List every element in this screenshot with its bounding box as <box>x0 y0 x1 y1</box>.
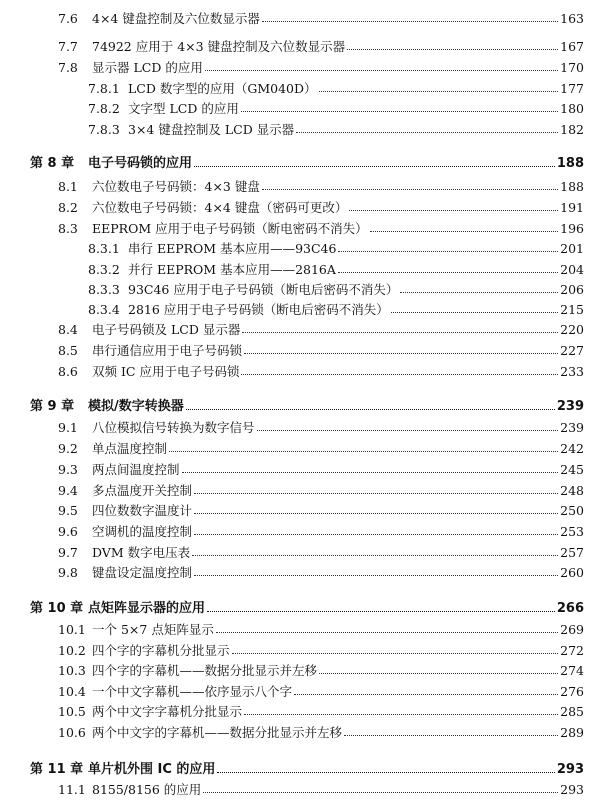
toc-row <box>58 722 584 740</box>
toc-number: 8.3.1 <box>88 241 120 256</box>
toc-leader-dots <box>241 374 558 375</box>
toc-title: 8155/8156 的应用 <box>92 782 202 797</box>
toc-row <box>58 459 584 477</box>
toc-page-number: 239 <box>560 420 584 435</box>
toc-number: 10.1 <box>58 622 86 637</box>
toc-leader-dots <box>344 735 558 736</box>
toc-row <box>58 701 584 719</box>
toc-row <box>88 119 584 137</box>
toc-number: 7.8 <box>58 60 78 75</box>
toc-title: 74922 应用于 4×3 键盘控制及六位数显示器 <box>92 39 346 54</box>
toc-page-number: 170 <box>560 60 584 75</box>
toc-page-number: 196 <box>560 221 584 236</box>
toc-number: 7.7 <box>58 39 78 54</box>
toc-title: 点矩阵显示器的应用 <box>88 601 206 616</box>
toc-number: 8.2 <box>58 200 78 215</box>
toc-title: 4×4 键盘控制及六位数显示器 <box>92 11 260 26</box>
toc-number: 9.2 <box>58 441 78 456</box>
toc-row <box>88 98 584 116</box>
toc-number: 第 9 章 <box>30 399 75 414</box>
toc-page-number: 250 <box>560 503 584 518</box>
toc-number: 8.1 <box>58 179 78 194</box>
toc-number: 8.3.3 <box>88 282 120 297</box>
toc-title: DVM 数字电压表 <box>92 545 191 560</box>
toc-title: 2816 应用于电子号码锁（断电后密码不消失） <box>128 302 389 317</box>
toc-page-number: 260 <box>560 565 584 580</box>
toc-leader-dots <box>216 632 558 633</box>
toc-leader-dots <box>347 49 558 50</box>
toc-page-number: 272 <box>560 643 584 658</box>
toc-number: 9.3 <box>58 462 78 477</box>
toc-page-number: 242 <box>560 441 584 456</box>
toc-page-number: 191 <box>560 200 584 215</box>
toc-row <box>88 238 584 256</box>
toc-title: 一个中文字幕机——依序显示八个字 <box>92 684 293 699</box>
toc-title: 两点间温度控制 <box>92 462 180 477</box>
toc-chapter-row <box>30 153 584 171</box>
toc-title: 双频 IC 应用于电子号码锁 <box>92 364 240 379</box>
toc-number: 8.3 <box>58 221 78 236</box>
toc-title: 3×4 键盘控制及 LCD 显示器 <box>128 122 295 137</box>
toc-title: 键盘设定温度控制 <box>92 565 193 580</box>
toc-row <box>58 197 584 215</box>
toc-number: 9.5 <box>58 503 78 518</box>
toc-leader-dots <box>296 132 558 133</box>
toc-row <box>58 681 584 699</box>
toc-page-number: 276 <box>560 684 584 699</box>
toc-number: 8.3.2 <box>88 262 120 277</box>
toc-page-number: 289 <box>560 725 584 740</box>
toc-chapter-row <box>30 598 584 616</box>
toc-title: LCD 数字型的应用（GM040D） <box>128 81 317 96</box>
toc-row <box>88 299 584 317</box>
toc-number: 9.6 <box>58 524 78 539</box>
toc-leader-dots <box>169 451 558 452</box>
toc-leader-dots <box>257 430 559 431</box>
toc-page-number: 285 <box>560 704 584 719</box>
toc-row <box>58 480 584 498</box>
toc-title: 显示器 LCD 的应用 <box>92 60 203 75</box>
toc-chapter-row <box>30 396 584 414</box>
toc-row <box>58 417 584 435</box>
toc-page-number: 248 <box>560 483 584 498</box>
toc-leader-dots <box>400 292 558 293</box>
toc-page-number: 233 <box>560 364 584 379</box>
toc-page-number: 266 <box>556 601 584 616</box>
toc-title: 四位数数字温度计 <box>92 503 193 518</box>
toc-number: 8.3.4 <box>88 302 120 317</box>
toc-title: 六位数电子号码锁：4×3 键盘 <box>92 179 260 194</box>
toc-page-number: 177 <box>560 81 584 96</box>
toc-number: 第 8 章 <box>30 156 75 171</box>
toc-leader-dots <box>192 555 558 556</box>
toc-number: 7.6 <box>58 11 78 26</box>
toc-title: 两个中文字的字幕机——数据分批显示并左移 <box>92 725 343 740</box>
toc-page-number: 204 <box>560 262 584 277</box>
toc-leader-dots <box>194 534 558 535</box>
toc-title: 空调机的温度控制 <box>92 524 193 539</box>
toc-page-number: 239 <box>556 399 584 414</box>
toc-title: 93C46 应用于电子号码锁（断电后密码不消失） <box>128 282 399 297</box>
toc-leader-dots <box>186 409 555 410</box>
toc-number: 11.1 <box>58 782 86 797</box>
toc-title: 六位数电子号码锁：4×4 键盘（密码可更改） <box>92 200 348 215</box>
toc-number: 10.3 <box>58 663 86 678</box>
toc-number: 10.5 <box>58 704 86 719</box>
toc-leader-dots <box>205 70 558 71</box>
toc-row <box>88 279 584 297</box>
toc-row <box>88 78 584 96</box>
toc-number: 9.4 <box>58 483 78 498</box>
toc-number: 8.5 <box>58 343 78 358</box>
toc-leader-dots <box>262 189 558 190</box>
toc-leader-dots <box>194 493 558 494</box>
toc-title: 四个字的字幕机分批显示 <box>92 643 230 658</box>
toc-leader-dots <box>349 210 558 211</box>
toc-page-number: 167 <box>560 39 584 54</box>
toc-leader-dots <box>182 472 559 473</box>
toc-row <box>58 640 584 658</box>
toc-leader-dots <box>319 91 559 92</box>
toc-number: 7.8.3 <box>88 122 120 137</box>
toc-number: 10.4 <box>58 684 86 699</box>
toc-leader-dots <box>194 575 558 576</box>
toc-leader-dots <box>217 772 554 773</box>
toc-row <box>58 218 584 236</box>
toc-page-number: 269 <box>560 622 584 637</box>
toc-chapter-row <box>30 759 584 777</box>
toc-row <box>58 57 584 75</box>
toc-page-number: 188 <box>556 156 584 171</box>
toc-page-number: 180 <box>560 101 584 116</box>
toc-leader-dots <box>319 673 558 674</box>
toc-page-number: 188 <box>560 179 584 194</box>
toc-number: 7.8.1 <box>88 81 120 96</box>
toc-number: 7.8.2 <box>88 101 120 116</box>
toc-title: 两个中文字字幕机分批显示 <box>92 704 243 719</box>
toc-leader-dots <box>294 694 558 695</box>
toc-page-number: 245 <box>560 462 584 477</box>
toc-number: 8.4 <box>58 322 78 337</box>
toc-leader-dots <box>194 166 555 167</box>
toc-number: 10.6 <box>58 725 86 740</box>
toc-row <box>58 521 584 539</box>
toc-leader-dots <box>338 272 558 273</box>
toc-leader-dots <box>232 653 559 654</box>
toc-number: 10.2 <box>58 643 86 658</box>
toc-leader-dots <box>194 513 558 514</box>
toc-title: 串行通信应用于电子号码锁 <box>92 343 243 358</box>
toc-row <box>58 8 584 26</box>
toc-leader-dots <box>244 714 558 715</box>
toc-page-number: 206 <box>560 282 584 297</box>
toc-page-number: 163 <box>560 11 584 26</box>
toc-row <box>58 562 584 580</box>
toc-title: 并行 EEPROM 基本应用——2816A <box>128 262 336 277</box>
toc-row <box>58 361 584 379</box>
toc-number: 第 10 章 <box>30 601 84 616</box>
toc-title: 电子号码锁及 LCD 显示器 <box>92 322 241 337</box>
toc-row <box>58 176 584 194</box>
toc-leader-dots <box>262 21 558 22</box>
toc-leader-dots <box>241 111 558 112</box>
toc-number: 8.6 <box>58 364 78 379</box>
toc-leader-dots <box>242 332 558 333</box>
toc-page-number: 201 <box>560 241 584 256</box>
toc-leader-dots <box>370 231 559 232</box>
toc-leader-dots <box>244 353 558 354</box>
toc-row <box>88 259 584 277</box>
toc-title: 八位模拟信号转换为数字信号 <box>92 420 255 435</box>
toc-leader-dots <box>338 251 558 252</box>
toc-row <box>58 36 584 54</box>
toc-title: 单片机外围 IC 的应用 <box>88 762 216 777</box>
toc-page-number: 257 <box>560 545 584 560</box>
toc-leader-dots <box>203 792 558 793</box>
toc-page-number: 227 <box>560 343 584 358</box>
toc-row <box>58 619 584 637</box>
toc-title: 单点温度控制 <box>92 441 168 456</box>
toc-page-number: 215 <box>560 302 584 317</box>
toc-page-number: 182 <box>560 122 584 137</box>
toc-title: EEPROM 应用于电子号码锁（断电密码不消失） <box>92 221 368 236</box>
toc-page-number: 293 <box>556 762 584 777</box>
toc-leader-dots <box>207 611 555 612</box>
toc-title: 文字型 LCD 的应用 <box>128 101 239 116</box>
toc-page-number: 274 <box>560 663 584 678</box>
toc-number: 9.1 <box>58 420 78 435</box>
toc-title: 电子号码锁的应用 <box>88 156 193 171</box>
toc-title: 一个 5×7 点矩阵显示 <box>92 622 214 637</box>
toc-row <box>58 340 584 358</box>
toc-row <box>58 779 584 797</box>
toc-row <box>58 319 584 337</box>
toc-page-number: 253 <box>560 524 584 539</box>
toc-title: 多点温度开关控制 <box>92 483 193 498</box>
toc-page-number: 220 <box>560 322 584 337</box>
toc-title: 四个字的字幕机——数据分批显示并左移 <box>92 663 318 678</box>
toc-number: 第 11 章 <box>30 762 84 777</box>
toc-row <box>58 438 584 456</box>
toc-row <box>58 500 584 518</box>
toc-leader-dots <box>391 312 558 313</box>
toc-number: 9.7 <box>58 545 78 560</box>
toc-row <box>58 660 584 678</box>
toc-title: 模拟/数字转换器 <box>88 399 184 414</box>
toc-row <box>58 542 584 560</box>
toc-page-number: 293 <box>560 782 584 797</box>
toc-number: 9.8 <box>58 565 78 580</box>
toc-title: 串行 EEPROM 基本应用——93C46 <box>128 241 337 256</box>
